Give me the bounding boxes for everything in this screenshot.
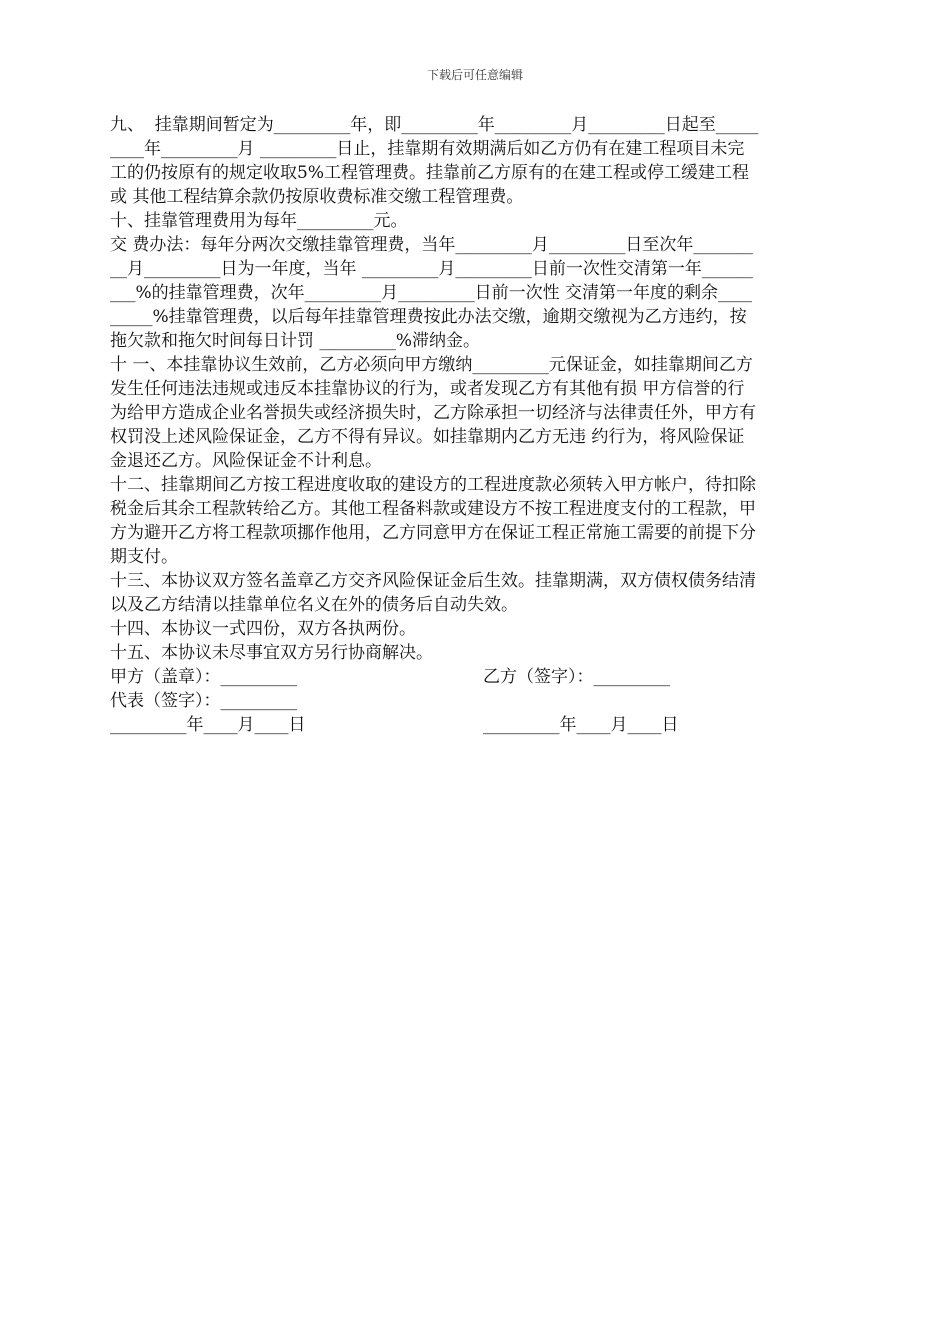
representative-signature: 代表（签字）：_________	[110, 691, 297, 711]
text-line: 十、挂靠管理费用为每年_________元。	[110, 211, 408, 231]
text-line: 十五、本协议未尽事宜双方另行协商解决。	[110, 643, 433, 663]
clause-twelve	[110, 473, 838, 569]
party-a-date: _________年____月____日	[110, 715, 306, 735]
text-line: 方为避开乙方将工程款项挪作他用，乙方同意甲方在保证工程正常施工需要的前提下分	[110, 523, 756, 543]
signature-row-dates	[110, 713, 838, 737]
document-body	[110, 113, 838, 737]
text-line: ____年_________月 _________日止，挂靠期有效期满后如乙方仍有在建工程项目未完	[110, 139, 745, 159]
text-line: _____%挂靠管理费，以后每年挂靠管理费按此办法交缴，逾期交缴视为乙方违约，按	[110, 307, 747, 327]
text-line: 十二、挂靠期间乙方按工程进度收取的建设方的工程进度款必须转入甲方帐户，待扣除	[110, 475, 756, 495]
signature-row-representative	[110, 689, 838, 713]
clause-ten	[110, 209, 838, 353]
text-line: 或 其他工程结算余款仍按原收费标准交缴工程管理费。	[110, 187, 524, 207]
text-line: __月_________日为一年度，当年 _________月_________日前一次性交清第一年______	[110, 259, 753, 279]
party-b-signature: 乙方（签字）：_________	[483, 667, 670, 687]
clause-fourteen	[110, 617, 838, 641]
text-line: 金退还乙方。风险保证金不计利息。	[110, 451, 382, 471]
text-line: 拖欠款和拖欠时间每日计罚 _________%滞纳金。	[110, 331, 481, 351]
clause-thirteen	[110, 569, 838, 617]
clause-fifteen	[110, 641, 838, 665]
clause-nine	[110, 113, 838, 209]
clause-eleven	[110, 353, 838, 473]
signature-block	[110, 665, 838, 737]
party-b-date: _________年____月____日	[483, 715, 679, 735]
text-line: 权罚没上述风险保证金，乙方不得有异议。如挂靠期内乙方无违 约行为，将风险保证	[110, 427, 745, 447]
text-line: 十 一、本挂靠协议生效前，乙方必须向甲方缴纳_________元保证金，如挂靠期间乙方	[110, 355, 753, 375]
text-line: 为给甲方造成企业名誉损失或经济损失时，乙方除承担一切经济与法律责任外，甲方有	[110, 403, 756, 423]
text-line: 交 费办法：每年分两次交缴挂靠管理费，当年_________月_________日至次年_______	[110, 235, 753, 255]
page-header: 下载后可任意编辑	[426, 68, 523, 82]
text-line: 期支付。	[110, 547, 178, 567]
text-line: 十三、本协议双方签名盖章乙方交齐风险保证金后生效。挂靠期满，双方债权债务结清	[110, 571, 756, 591]
text-line: 九、 挂靠期间暂定为_________年，即_________年_________月_________日起至_____	[110, 115, 759, 135]
text-line: ___%的挂靠管理费，次年_________月_________日前一次性 交清第一年度的剩余____	[110, 283, 753, 303]
text-line: 发生任何违法违规或违反本挂靠协议的行为，或者发现乙方有其他有损 甲方信誉的行	[110, 379, 745, 399]
text-line: 以及乙方结清以挂靠单位名义在外的债务后自动失效。	[110, 595, 518, 615]
text-line: 税金后其余工程款转给乙方。其他工程备料款或建设方不按工程进度支付的工程款，甲	[110, 499, 756, 519]
text-line: 十四、本协议一式四份，双方各执两份。	[110, 619, 416, 639]
party-a-signature: 甲方（盖章）：_________	[110, 667, 297, 687]
signature-row-parties	[110, 665, 838, 689]
text-line: 工的仍按原有的规定收取5%工程管理费。挂靠前乙方原有的在建工程或停工缓建工程	[110, 163, 749, 183]
